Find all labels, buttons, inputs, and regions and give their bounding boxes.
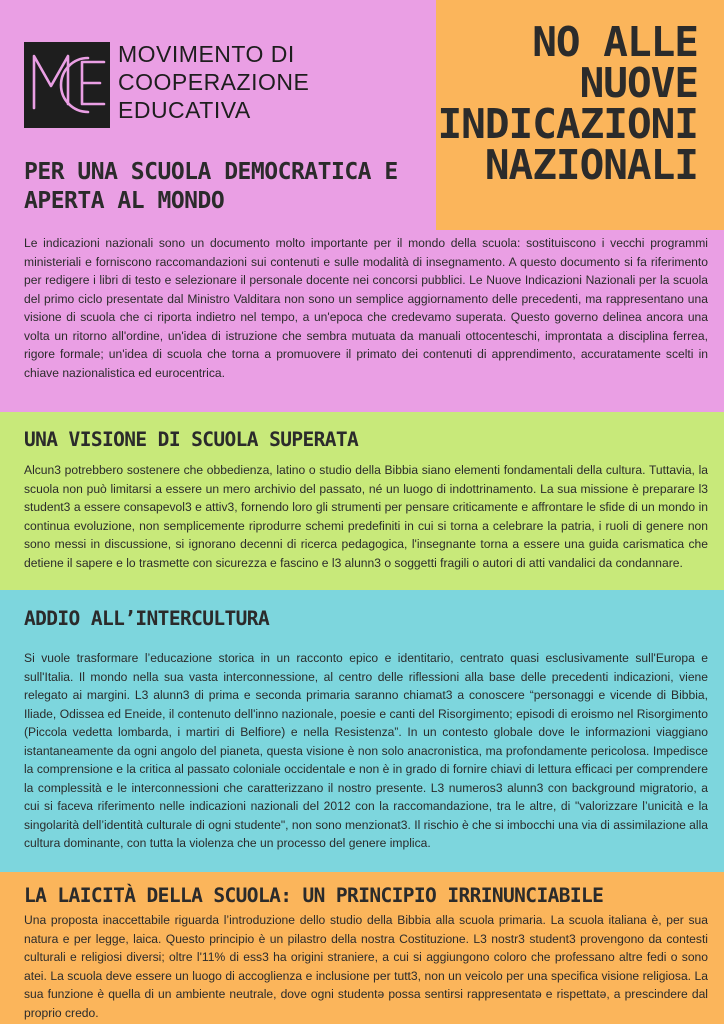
- intro-paragraph: Le indicazioni nazionali sono un documento molto importante per il mondo della scuola: sostituiscono i vecchi programmi ministeriali e forniscono raccomandazioni sui contenuti e sulle modalità di insegnamento. A questo documento si fa riferimento per redigere i libri di testo e selezionare il personale docente nei concorsi pubblici. Le Nuove Indicazioni Nazionali per la scuola del primo ciclo presentate dal Ministro Valditara non sono un semplice aggiornamento delle precedenti, ma rappresentano una visione di scuola che ci riporta indietro nel tempo, a un'epoca che credevamo superata. Questo governo delinea ancora una volta un ritorno all'ordine, un'idea di istruzione che sembra mutuata da manuali ottocenteschi, improntata a disciplina ferrea, rigore formale; un'idea di scuola che torna a promuovere il primato dei contenuti di apprendimento, accuratamente scelti in chiave nazionalistica ed eurocentrica.: [24, 236, 708, 380]
- headline-box: [436, 0, 724, 230]
- headline-line-3: INDICAZIONI: [437, 100, 698, 148]
- headline-title: [437, 18, 698, 189]
- organization-name-line-1: MOVIMENTO DI: [118, 41, 295, 67]
- section-text-secularism: Una proposta inaccettabile riguarda l’introduzione dello studio della Bibbia alla scuola primaria. La scuola italiana è, per sua natura e per legge, laica. Questo principio è un pilastro della nostra Costituzione. L3 nostr3 student3 provengono da contesti culturali e religiosi diversi; oltre l'11% di ess3 ha origini straniere, a cui si aggiungono coloro che professano altre fedi o sono atei. La scuola deve essere un luogo di accoglienza e inclusione per tutt3, non un veicolo per una specifica visione religiosa. La sua funzione è quella di un ambiente neutrale, dove ogni studentə possa sentirsi rappresentatə e rispettatə, a prescindere dal proprio credo.: [24, 913, 708, 1020]
- section-title-interculture: ADDIO ALL’INTERCULTURA: [24, 607, 270, 630]
- section-text-interculture: Si vuole trasformare l’educazione storica in un racconto epico e identitario, centrato quasi esclusivamente sull'Europa e sull'Italia. Il mondo nella sua vasta interconnessione, al centro delle riflessioni alla base delle precedenti indicazioni, viene relegato ai margini. L3 alunn3 di prima e seconda primaria saranno chiamat3 a conoscere “personaggi e vicende di Bibbia, Iliade, Odissea ed Eneide, il contenuto dell'inno nazionale, poesie e canti del Risorgimento; episodi di eroismo nel Risorgimento (Piccola vedetta lombarda, i martiri di Belfiore) e nella Resistenza”. In un contesto globale dove le informazioni viaggiano istantaneamente da ogni angolo del pianeta, questa visione è non solo anacronistica, ma profondamente pericolosa. Impedisce la comprensione e la critica al passato coloniale occidentale e non è in grado di fornire chiavi di lettura efficaci per comprendere la complessità e le interconnessioni che caratterizzano il nostro presente. L3 numeros3 alunn3 con background migratorio, a cui si faceva riferimento nelle indicazioni nazionali del 2012 con la raccomandazione, tra le altre, di "valorizzare l’unicità e la singolarità dell’identità culturale di ogni studente", non sono menzionat3. Il rischio è che si imbocchi una via di assimilazione alla cultura dominante, con tutta la violenza che un processo del genere implica.: [24, 651, 708, 850]
- mce-logo: [24, 42, 110, 128]
- section-text-vision: Alcun3 potrebbero sostenere che obbedienza, latino o studio della Bibbia siano elementi fondamentali della cultura. Tuttavia, la scuola non può limitarsi a essere un mero archivio del passato, né un luogo di indottrinamento. La sua missione è preparare l3 student3 a essere consapevol3 e attiv3, fornendo loro gli strumenti per pensare criticamente e affrontare le sfide di un mondo in continua evoluzione, non semplicemente riprodurre schemi predefiniti in cui si torna a celebrare la patria, i ruoli di genere non sono messi in discussione, si ignorano decenni di ricerca pedagogica, l'insegnante torna a essere una guida carismatica che detiene il sapere e lo trasmette con sicurezza e fascino e l3 alunn3 o soggetti fragili o autori di atti vandalici da condannare.: [24, 463, 708, 570]
- section-title-secularism: LA LAICITÀ DELLA SCUOLA: UN PRINCIPIO IRRINUNCIABILE: [24, 884, 604, 907]
- headline-line-1: NO ALLE: [532, 18, 698, 66]
- section-title-vision: UNA VISIONE DI SCUOLA SUPERATA: [24, 428, 359, 451]
- headline-line-2: NUOVE: [579, 59, 698, 107]
- headline-line-4: NAZIONALI: [484, 141, 698, 189]
- organization-name: [118, 40, 309, 124]
- page-subtitle: PER UNA SCUOLA DEMOCRATICA E APERTA AL MONDO: [24, 159, 398, 214]
- organization-name-line-2: COOPERAZIONE: [118, 69, 310, 95]
- organization-name-line-3: EDUCATIVA: [118, 97, 251, 123]
- mce-logo-mark: [24, 42, 110, 128]
